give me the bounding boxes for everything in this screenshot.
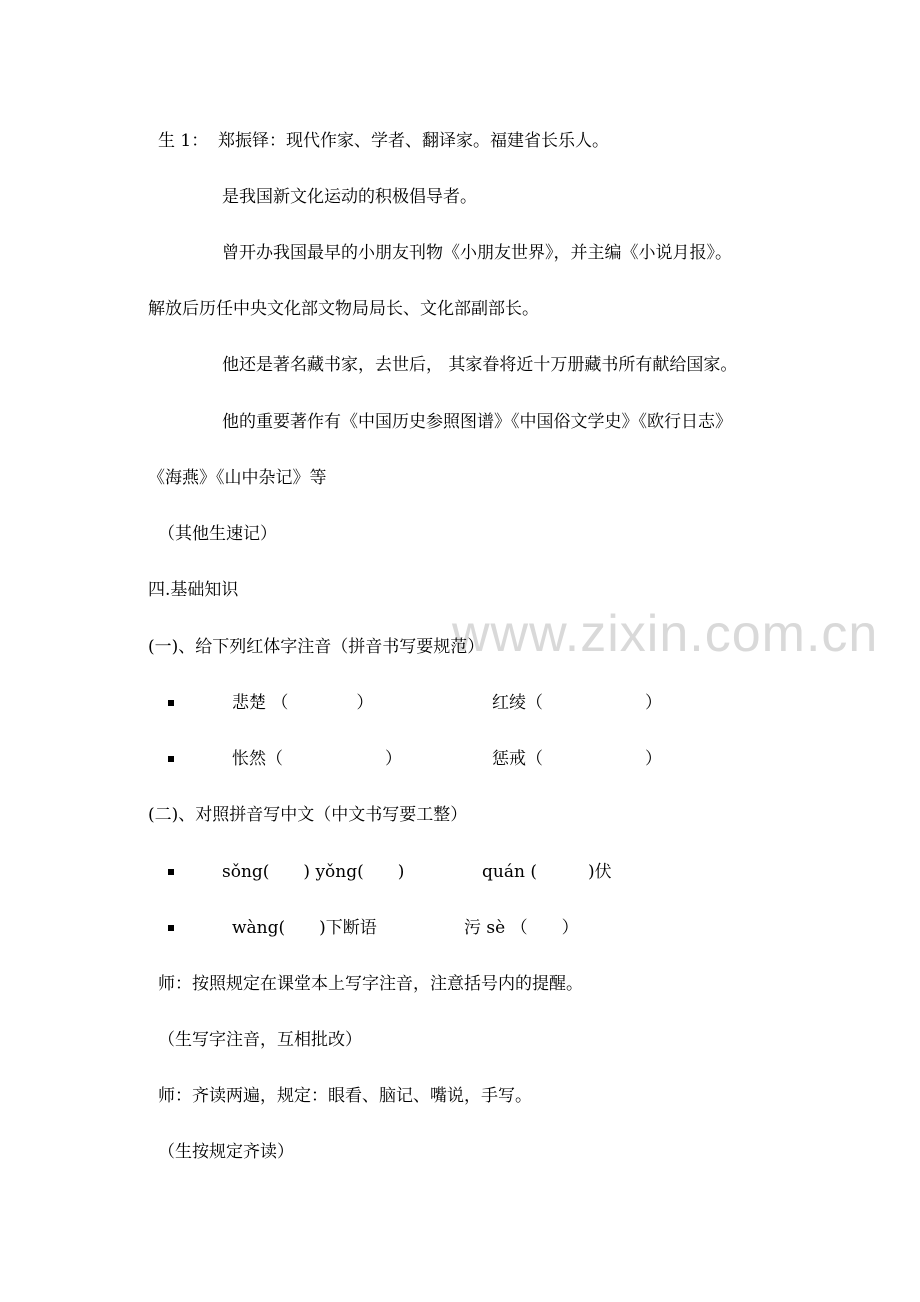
student-line-2: （生按规定齐读） xyxy=(158,1142,294,1162)
part1-title: (一)、给下列红体字注音（拼音书写要规范） xyxy=(148,637,485,657)
part2-title: (二)、对照拼音写中文（中文书写要工整） xyxy=(148,805,468,825)
part2-row2-item-a: wàng( )下断语 xyxy=(232,918,377,938)
teacher-line-1: 师：按照规定在课堂本上写字注音，注意括号内的提醒。 xyxy=(158,974,583,994)
bio-line-6: 他的重要著作有《中国历史参照图谱》《中国俗文学史》《欧行日志》 xyxy=(222,412,732,432)
bullet-icon xyxy=(168,756,174,762)
bullet-icon xyxy=(168,700,174,706)
bio-line-5: 他还是著名藏书家，去世后， 其家眷将近十万册藏书所有献给国家。 xyxy=(222,355,738,375)
bio-line-7: 《海燕》《山中杂记》等 xyxy=(148,468,327,488)
part2-row1-item-a: sǒng( ) yǒng( ) xyxy=(222,862,405,882)
part1-row2-item-b: 惩戒（ ） xyxy=(492,749,662,769)
part2-row2-item-b: 污 sè （ ） xyxy=(464,918,579,938)
part1-row1-item-a: 悲楚 （ ） xyxy=(232,693,374,713)
watermark: www.zixin.com.cn xyxy=(452,605,879,663)
bio-line-2: 是我国新文化运动的积极倡导者。 xyxy=(222,187,477,207)
part1-row2-item-a: 怅然（ ） xyxy=(232,749,402,769)
part1-row1-item-b: 红绫（ ） xyxy=(492,693,662,713)
bio-line-8: （其他生速记） xyxy=(158,524,277,544)
teacher-line-2: 师：齐读两遍，规定：眼看、脑记、嘴说，手写。 xyxy=(158,1086,532,1106)
bullet-icon xyxy=(168,925,174,931)
student-line-1: （生写字注音，互相批改） xyxy=(158,1030,362,1050)
bullet-icon xyxy=(168,869,174,875)
section-heading: 四.基础知识 xyxy=(148,580,239,600)
bio-line-1: 郑振铎：现代作家、学者、翻译家。福建省长乐人。 xyxy=(218,131,609,151)
bio-line-3: 曾开办我国最早的小朋友刊物《小朋友世界》，并主编《小说月报》。 xyxy=(222,243,732,263)
part2-row1-item-b: quán ( )伏 xyxy=(482,862,612,882)
speaker-label: 生 1： xyxy=(158,131,209,151)
bio-line-4: 解放后历任中央文化部文物局局长、文化部副部长。 xyxy=(148,299,539,319)
